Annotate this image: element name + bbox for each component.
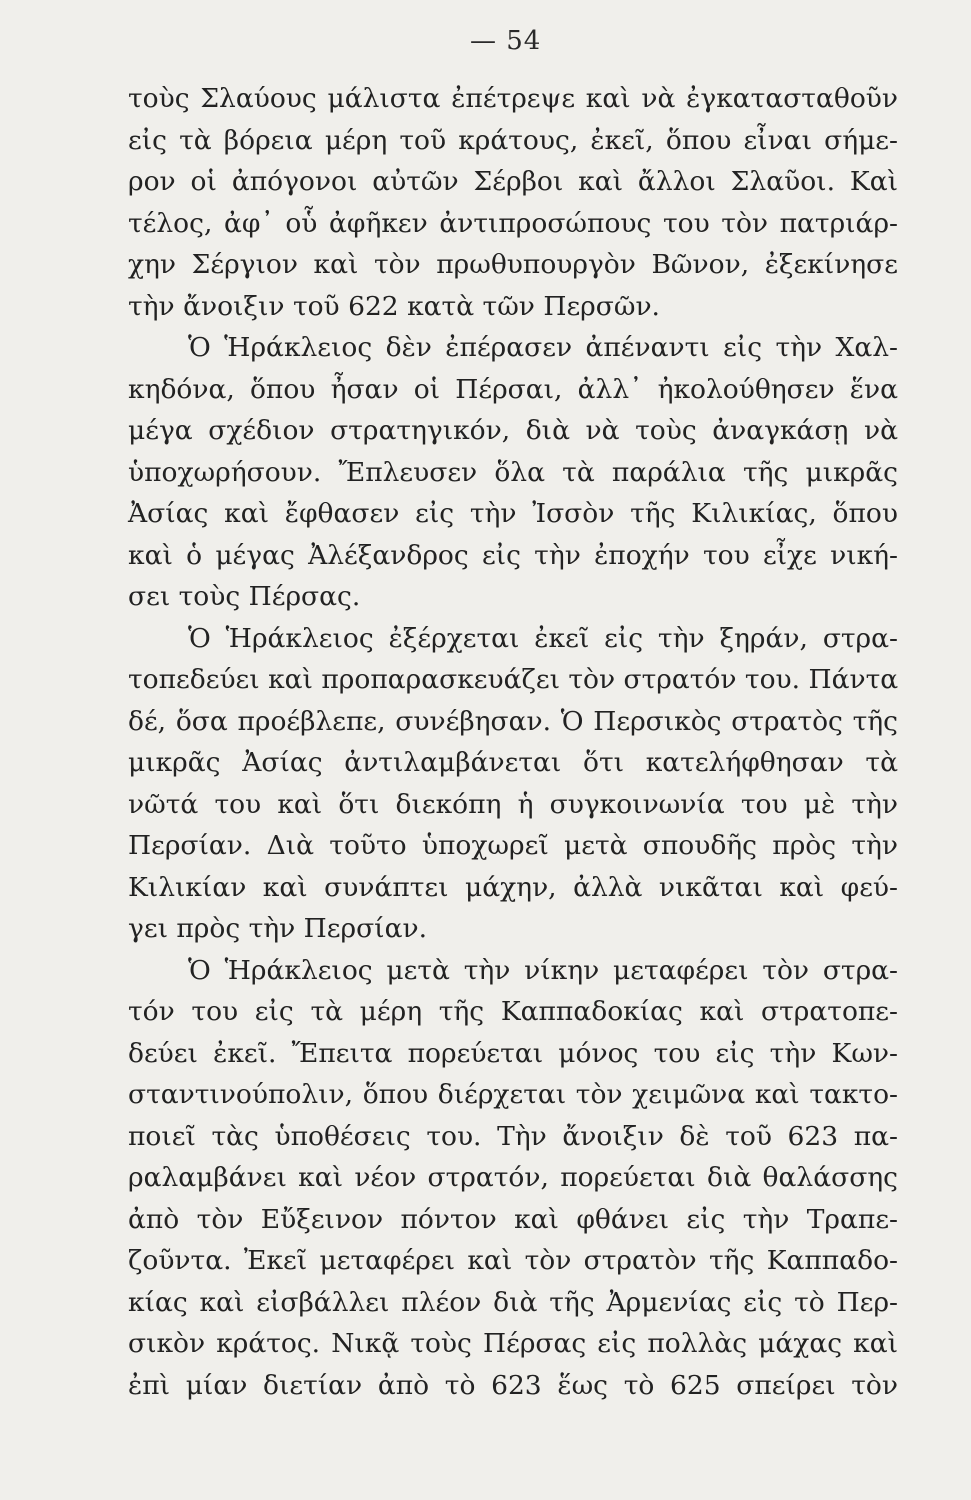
text-line: κίας καὶ εἰσβάλλει πλέον διὰ τῆς Ἀρμενίας εἰς τὸ Περ-: [128, 1286, 898, 1318]
text-line: Ἀσίας καὶ ἔφθασεν εἰς τὴν Ἰσσὸν τῆς Κιλικίας, ὅπου: [128, 498, 898, 529]
text-line: Ὁ Ἡράκλειος μετὰ τὴν νίκην μεταφέρει τὸν στρα-: [188, 954, 898, 986]
text-line: καὶ ὁ μέγας Ἀλέξανδρος εἰς τὴν ἐποχήν του εἶχε νική-: [128, 539, 898, 571]
text-line: τέλος, ἀφ᾿ οὗ ἀφῆκεν ἀντιπροσώπους του τὸν πατριάρ-: [128, 207, 898, 239]
text-line: ὑποχωρήσουν. Ἔπλευσεν ὅλα τὰ παράλια τῆς μικρᾶς: [128, 456, 898, 488]
text-line: Περσίαν. Διὰ τοῦτο ὑποχωρεῖ μετὰ σπουδῆς πρὸς τὴν: [128, 830, 898, 861]
body-text: [128, 78, 898, 1406]
text-line: δέ, ὅσα προέβλεπε, συνέβησαν. Ὁ Περσικὸς στρατὸς τῆς: [128, 705, 898, 737]
text-line: μέγα σχέδιον στρατηγικόν, διὰ νὰ τοὺς ἀναγκάσῃ νὰ: [128, 415, 898, 446]
text-line: Ὁ Ἡράκλειος δὲν ἐπέρασεν ἀπέναντι εἰς τὴν Χαλ-: [188, 332, 898, 363]
text-line: τὴν ἄνοιξιν τοῦ 622 κατὰ τῶν Περσῶν.: [128, 290, 660, 322]
text-line: ζοῦντα. Ἐκεῖ μεταφέρει καὶ τὸν στρατὸν τῆς Καππαδο-: [128, 1245, 898, 1276]
text-line: ραλαμβάνει καὶ νέον στρατόν, πορεύεται διὰ θαλάσσης: [128, 1162, 898, 1193]
text-line: τοὺς Σλαύους μάλιστα ἐπέτρεψε καὶ νὰ ἐγκατασταθοῦν: [128, 83, 898, 114]
text-line: ἀπὸ τὸν Εὔξεινον πόντον καὶ φθάνει εἰς τὴν Τραπε-: [128, 1203, 898, 1235]
text-line: χην Σέργιον καὶ τὸν πρωθυπουργὸν Βῶνον, ἐξεκίνησε: [128, 249, 898, 280]
text-line: Ὁ Ἡράκλειος ἐξέρχεται ἐκεῖ εἰς τὴν ξηράν, στρα-: [188, 622, 898, 654]
text-line: ἐπὶ μίαν διετίαν ἀπὸ τὸ 623 ἕως τὸ 625 σπείρει τὸν: [128, 1369, 898, 1401]
text-line: γει πρὸς τὴν Περσίαν.: [128, 913, 427, 944]
text-line: σει τοὺς Πέρσας.: [128, 581, 361, 612]
text-line: τοπεδεύει καὶ προπαρασκευάζει τὸν στρατόν του. Πάντα: [128, 664, 899, 695]
text-line: δεύει ἐκεῖ. Ἔπειτα πορεύεται μόνος του εἰς τὴν Κων-: [128, 1037, 898, 1069]
text-line: Κιλικίαν καὶ συνάπτει μάχην, ἀλλὰ νικᾶται καὶ φεύ-: [128, 871, 898, 903]
text-line: μικρᾶς Ἀσίας ἀντιλαμβάνεται ὅτι κατελήφθησαν τὰ: [128, 747, 898, 778]
text-line: σικὸν κράτος. Νικᾷ τοὺς Πέρσας εἰς πολλὰς μάχας καὶ: [128, 1328, 898, 1359]
text-line: σταντινούπολιν, ὅπου διέρχεται τὸν χειμῶνα καὶ τακτο-: [128, 1079, 898, 1110]
text-line: ποιεῖ τὰς ὑποθέσεις του. Τὴν ἄνοιξιν δὲ τοῦ 623 πα-: [128, 1120, 898, 1152]
text-line: νῶτά του καὶ ὅτι διεκόπη ἡ συγκοινωνία του μὲ τὴν: [128, 788, 898, 820]
text-line: τόν του εἰς τὰ μέρη τῆς Καππαδοκίας καὶ στρατοπε-: [128, 996, 898, 1027]
text-line: εἰς τὰ βόρεια μέρη τοῦ κράτους, ἐκεῖ, ὅπου εἶναι σήμε-: [128, 124, 898, 156]
text-line: ρον οἱ ἀπόγονοι αὐτῶν Σέρβοι καὶ ἄλλοι Σλαῦοι. Καὶ: [128, 166, 898, 197]
text-line: κηδόνα, ὅπου ἦσαν οἱ Πέρσαι, ἀλλ᾿ ἠκολούθησεν ἕνα: [128, 373, 898, 405]
page-number: — 54: [470, 26, 542, 56]
